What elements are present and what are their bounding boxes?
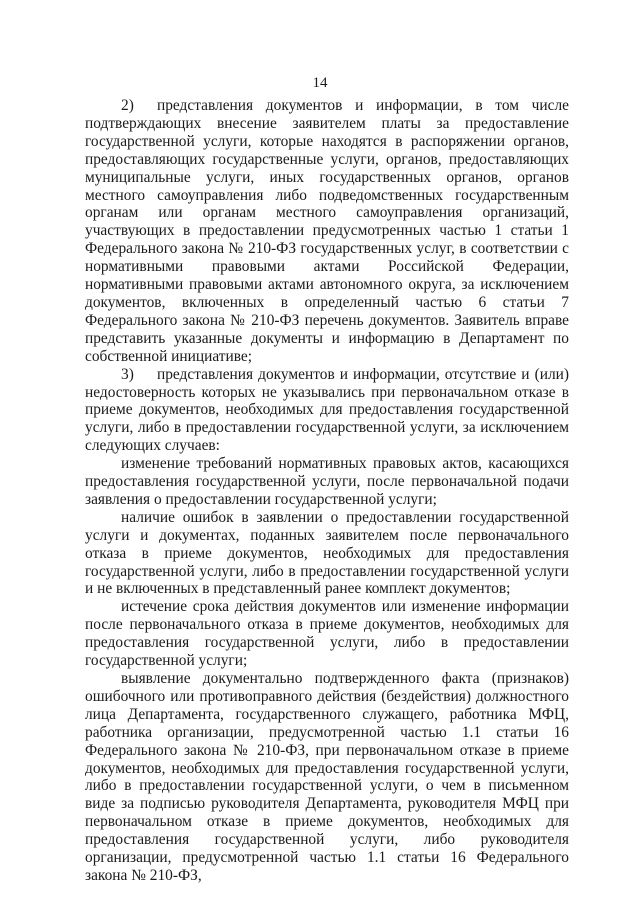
paragraph-exception-4 [85,670,569,885]
paragraph-text: изменение требований нормативных правовых актов, касающихся предоставления государственной услуги, после первоначальной подачи заявления о предоставлении государственной услуги; [85,455,569,508]
paragraph-item-2 [85,97,569,366]
paragraph-text: представления документов и информации, в том числе подтверждающих внесение заявителем платы за предоставление государственной услуги, которые находятся в распоряжении органов, предоставляющих государственные услуги, органов, предоставляющих муниципальные услуги, иных государственных органов, органов местного самоуправления либо подведомственных государственным органам или органам местного самоуправления организаций, участвующих в предоставлении предусмотренных частью 1 статьи 1 Федерального закона № 210-ФЗ государственных услуг, в соответствии с нормативными правовыми актами Российской Федерации, нормативными правовыми актами автономного округа, за исключением документов, включенных в определенный частью 6 статьи 7 Федерального закона № 210-ФЗ перечень документов. Заявитель вправе представить указанные документы и информацию в Департамент по собственной инициативе; [85,97,569,365]
paragraph-item-3 [85,366,569,456]
paragraph-text: выявление документально подтвержденного факта (признаков) ошибочного или противоправного действия (бездействия) должностного лица Департамента, государственного служащего, работника МФЦ, работника организации, предусмотренной частью 1.1 статьи 16 Федерального закона № 210-ФЗ, при первоначальном отказе в приеме документов, необходимых для предоставления государственной услуги, либо в предоставлении государственной услуги, о чем в письменном виде за подписью руководителя Департамента, руководителя МФЦ при первоначальном отказе в приеме документов, необходимых для предоставления государственной услуги, либо руководителя организации, предусмотренной частью 1.1 статьи 16 Федерального закона № 210-ФЗ, [85,670,569,884]
page-number: 14 [312,75,328,91]
document-body [85,97,569,885]
paragraph-text: истечение срока действия документов или изменение информации после первоначального отказа в приеме документов, необходимых для предоставления государственной услуги, либо в предоставлении государственной услуги; [85,598,569,670]
paragraph-number: 3) [121,365,134,383]
paragraph-text: наличие ошибок в заявлении о предоставлении государственной услуги и документах, поданных заявителем после первоначального отказа в приеме документов, необходимых для предоставления государственной услуги, либо в предоставлении государственной услуги и не включенных в представленный ранее комплект документов; [85,508,569,598]
paragraph-exception-1 [85,455,569,509]
paragraph-text: представления документов и информации, отсутствие и (или) недостоверность которых не указывались при первоначальном отказе в приеме документов, необходимых для предоставления государственной услуги, либо в предоставлении государственной услуги, за исключением следующих случаев: [85,365,569,455]
paragraph-number: 2) [121,97,134,114]
paragraph-exception-3 [85,598,569,670]
paragraph-exception-2 [85,509,569,599]
